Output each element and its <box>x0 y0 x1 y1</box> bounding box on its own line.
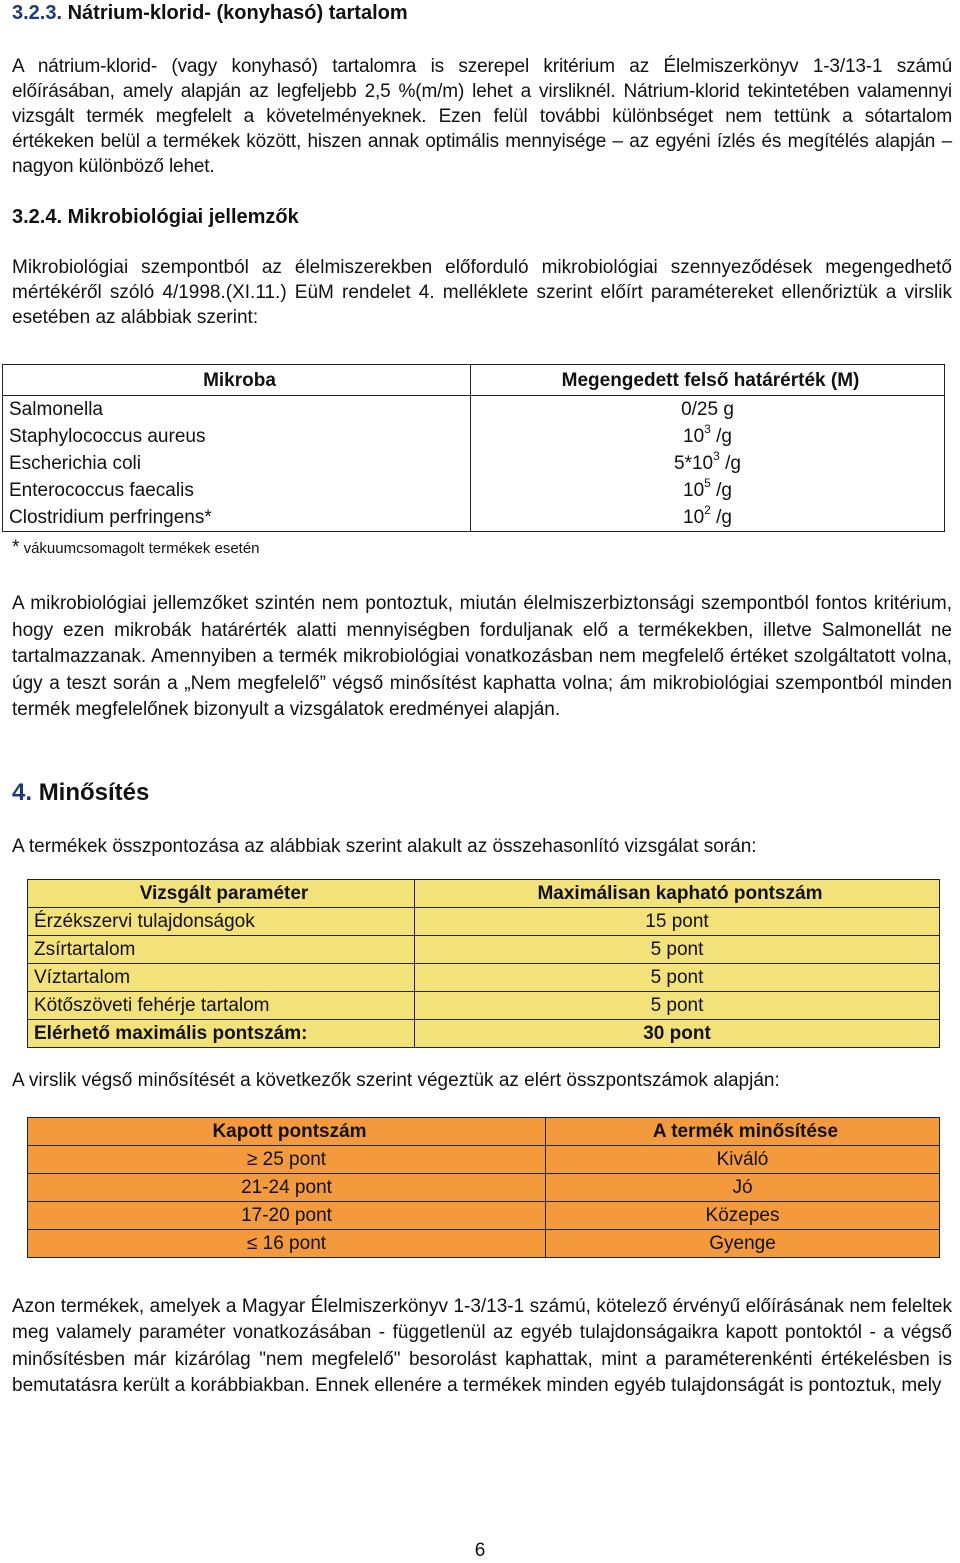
grade-label: Gyenge <box>546 1229 940 1257</box>
table-row <box>3 396 945 424</box>
microbe-name: Enterococcus faecalis <box>9 480 194 501</box>
column-header: Vizsgált paraméter <box>28 879 415 907</box>
section-heading-3-2-3 <box>12 0 952 26</box>
sodium-paragraph: A nátrium-klorid- (vagy konyhasó) tartalomra is szerepel kritérium az Élelmiszerkönyv 1-3/13-1 számú előírásában, amely alapján az legfeljebb 2,5 %(m/m) lehet a virsliknél. Nátrium-klorid tekintetében valamennyi vizsgált termék megfelelt a követelményeknek. Ezen felül további különbséget nem tettünk a sótartalom értékeken belül a termékek között, hiszen annak optimális mennyisége – az egyéni ízlés és megítélés alapján – nagyon különböző lehet. <box>12 56 952 177</box>
section-heading-3-2-4: 3.2.4. Mikrobiológiai jellemzők <box>12 206 299 228</box>
table-row <box>28 935 940 963</box>
total-row <box>28 1019 940 1047</box>
score-range: ≤ 16 pont <box>28 1229 546 1257</box>
grade-label: Jó <box>546 1173 940 1201</box>
closing-paragraph: Azon termékek, amelyek a Magyar Élelmiszerkönyv 1-3/13-1 számú, kötelező érvényű előírásának nem feleltek meg valamely paraméter vonatkozásában - függetlenül az egyéb tulajdonságaikra kapott pontoktól - a végső minősítésben már kizárólag "nem megfelelő" besorolást kaphattak, mint a paraméterenkénti értékelésben is bemutatásra került a korábbiakban. Ennek ellenére a termékek minden egyéb tulajdonságát is pontoztuk, mely <box>12 1295 952 1396</box>
section-title: Nátrium-klorid- (konyhasó) tartalom <box>67 2 408 24</box>
microbe-name: Clostridium perfringens* <box>9 507 212 528</box>
limit-value <box>471 477 945 504</box>
column-header: Mikroba <box>3 365 471 396</box>
limit-value <box>471 423 945 450</box>
score-range: 17-20 pont <box>28 1201 546 1229</box>
limit-unit: /g <box>710 480 732 501</box>
footnote-mark: * <box>12 537 20 558</box>
limit-value <box>471 450 945 477</box>
limit-base: 0/25 g <box>681 399 734 420</box>
limit-base: 10 <box>683 507 705 528</box>
limit-unit: /g <box>710 426 732 447</box>
grade-label: Kiváló <box>546 1145 940 1173</box>
limit-base: 5*10 <box>674 453 714 474</box>
scoring-intro: A termékek összpontozása az alábbiak szerint alakult az összehasonlító vizsgálat során: <box>12 835 757 857</box>
max-points: 15 pont <box>415 907 940 935</box>
scoring-table <box>27 879 940 1048</box>
section-number: 3.2.3. <box>12 2 63 24</box>
column-header: Megengedett felső határérték (M) <box>471 365 945 396</box>
table-row <box>3 477 945 504</box>
table-row <box>3 423 945 450</box>
total-label: Elérhető maximális pontszám: <box>28 1019 415 1047</box>
table-header-row <box>3 365 945 396</box>
parameter-name: Érzékszervi tulajdonságok <box>28 907 415 935</box>
grading-table-body <box>28 1145 940 1257</box>
column-header: Kapott pontszám <box>28 1117 546 1145</box>
limit-exponent: 2 <box>704 503 711 517</box>
table-row <box>28 1145 940 1173</box>
grade-intro: A virslik végső minősítését a következők szerint végeztük az elért összpontszámok alapján: <box>12 1069 780 1091</box>
table-row <box>3 450 945 477</box>
limit-base: 10 <box>683 480 705 501</box>
max-points: 5 pont <box>415 963 940 991</box>
microbe-name: Staphylococcus aureus <box>9 426 206 447</box>
column-header: A termék minősítése <box>546 1117 940 1145</box>
section-title: Minősítés <box>38 778 150 806</box>
table-row <box>28 991 940 1019</box>
parameter-name: Kötőszöveti fehérje tartalom <box>28 991 415 1019</box>
microbe-name: Salmonella <box>9 399 103 420</box>
parameter-name: Zsírtartalom <box>28 935 415 963</box>
table-row <box>3 504 945 532</box>
grade-label: Közepes <box>546 1201 940 1229</box>
document-page <box>9 0 952 1400</box>
limit-unit: /g <box>719 453 741 474</box>
scoring-table-body <box>28 907 940 1047</box>
limit-exponent: 3 <box>704 422 711 436</box>
score-range: ≥ 25 pont <box>28 1145 546 1173</box>
limit-exponent: 3 <box>713 449 720 463</box>
max-points: 5 pont <box>415 991 940 1019</box>
table-header-row <box>28 1117 940 1145</box>
microbe-name: Escherichia coli <box>9 453 141 474</box>
section-number: 4. <box>12 778 33 806</box>
microbe-table-body <box>3 396 945 532</box>
table-row <box>28 1201 940 1229</box>
table-row <box>28 907 940 935</box>
limit-value <box>471 504 945 532</box>
table-row <box>28 1229 940 1257</box>
max-points: 5 pont <box>415 935 940 963</box>
score-range: 21-24 pont <box>28 1173 546 1201</box>
table-header-row <box>28 879 940 907</box>
column-header: Maximálisan kapható pontszám <box>415 879 940 907</box>
table-footnote <box>12 538 952 559</box>
microbe-limits-table <box>2 364 945 532</box>
limit-exponent: 5 <box>704 476 711 490</box>
table-row <box>28 963 940 991</box>
grading-table <box>27 1117 940 1258</box>
micro-conclusion-paragraph: A mikrobiológiai jellemzőket szintén nem pontoztuk, miután élelmiszerbiztonsági szempontból fontos kritérium, hogy ezen mikrobák határérték alatti mennyiségben forduljanak elő a termékekben, illetve Salmonellát ne tartalmazzanak. Amennyiben a termék mikrobiológiai vonatkozásban nem megfelelő értéket szolgáltatott volna, úgy a teszt során a „Nem megfelelő” végső minősítést kaphatta volna; ám mikrobiológiai szempontból minden termék megfelelőnek bizonyult a vizsgálatok eredményei alapján. <box>12 593 952 720</box>
table-row <box>28 1173 940 1201</box>
micro-intro-paragraph: Mikrobiológiai szempontból az élelmiszerekben előforduló mikrobiológiai szennyeződések megengedhető mértékéről szóló 4/1998.(XI.11.) EüM rendelet 4. melléklete szerint előírt paramétereket ellenőriztük a virslik esetében az alábbiak szerint: <box>12 257 952 328</box>
parameter-name: Víztartalom <box>28 963 415 991</box>
limit-value <box>471 396 945 424</box>
limit-unit: /g <box>710 507 732 528</box>
limit-base: 10 <box>683 426 705 447</box>
page-number: 6 <box>474 1540 486 1561</box>
section-heading-4 <box>12 778 952 808</box>
footnote-text: vákuumcsomagolt termékek esetén <box>23 540 260 557</box>
total-points: 30 pont <box>415 1019 940 1047</box>
